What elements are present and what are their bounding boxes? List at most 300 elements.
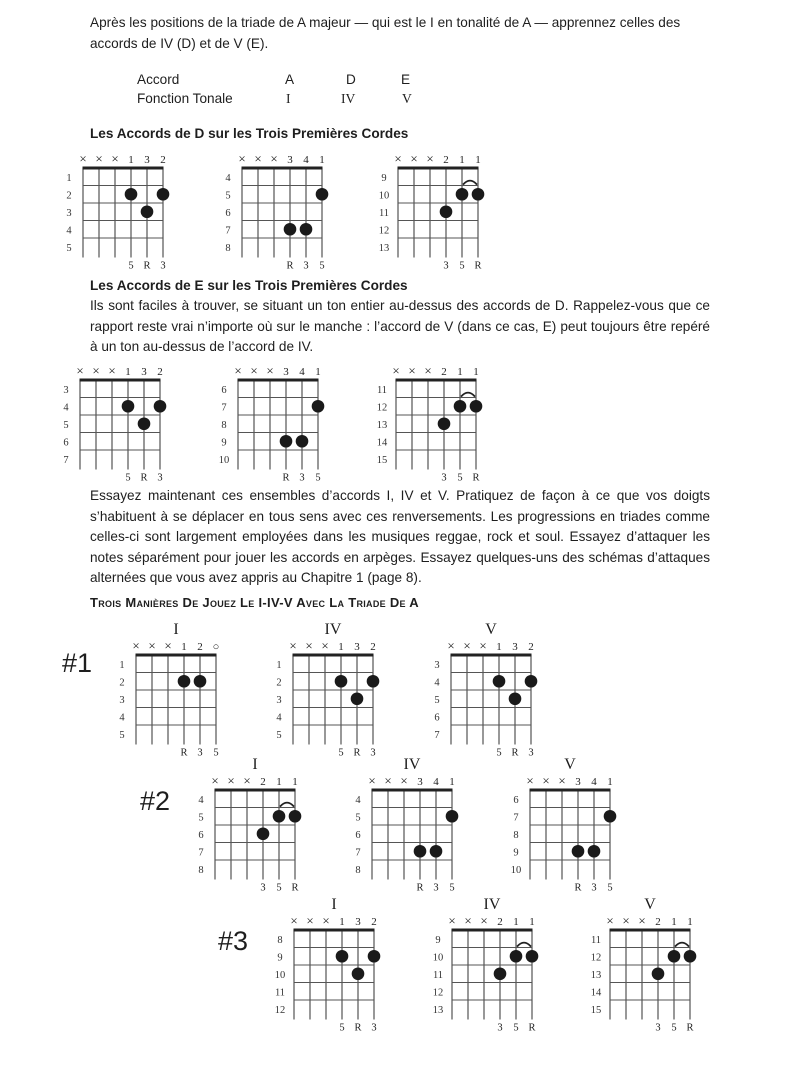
- fret-number: 13: [376, 419, 388, 431]
- string-marker: ○: [212, 641, 220, 653]
- string-marker: ×: [270, 151, 278, 166]
- barre-arc: [675, 943, 689, 947]
- finger-dot: [257, 827, 270, 840]
- finger-dot: [368, 950, 381, 963]
- interval-label: 5: [338, 747, 344, 759]
- string-marker: 2: [441, 366, 447, 378]
- fret-number: 4: [276, 712, 282, 724]
- string-marker: ×: [410, 151, 418, 166]
- interval-label: 3: [197, 747, 203, 759]
- fret-number: 5: [63, 419, 69, 431]
- interval-label: R: [511, 747, 519, 759]
- fret-number: 9: [221, 437, 227, 449]
- table-cell: V: [402, 91, 412, 106]
- finger-dot: [300, 223, 313, 236]
- interval-label: 3: [371, 1022, 377, 1034]
- interval-label: 5: [671, 1022, 677, 1034]
- string-marker: 1: [671, 916, 677, 928]
- chord-title: IV: [324, 621, 342, 638]
- fret-number: 7: [225, 225, 231, 237]
- finger-dot: [509, 692, 522, 705]
- interval-label: R: [472, 472, 480, 484]
- interval-label: 3: [160, 260, 166, 272]
- fret-number: 1: [66, 172, 72, 184]
- interval-label: 5: [315, 472, 321, 484]
- interval-label: R: [574, 882, 582, 894]
- interval-label: 5: [459, 260, 465, 272]
- string-marker: 1: [125, 366, 131, 378]
- string-marker: 3: [354, 641, 360, 653]
- section-heading-d: Les Accords de D sur les Trois Premières Cordes: [90, 126, 409, 141]
- finger-dot: [316, 188, 329, 201]
- barre-arc: [517, 943, 531, 947]
- finger-dot: [588, 845, 601, 858]
- practice-paragraph: Essayez maintenant ces ensembles d’accords I, IV et V. Pratiquez de façon à ce que vos doigts s’habituent à se déplacer en tous sens avec ces renversements. Les progressions en triades comme celles-ci sont largement employées dans les musiques reggae, rock et soul. Essayez d’attaquer les notes séparément pour jouer les accords en arpèges. Essayez quelques-uns des schémas d’attaques alternées que vous avez appris au Chapitre 1 (page 8).: [90, 488, 710, 585]
- finger-dot: [351, 692, 364, 705]
- fret-number: 8: [355, 864, 361, 876]
- string-marker: ×: [392, 363, 400, 378]
- fret-number: 7: [513, 812, 519, 824]
- string-marker: 2: [160, 154, 166, 166]
- string-marker: ×: [132, 638, 140, 653]
- string-marker: 3: [287, 154, 293, 166]
- finger-dot: [470, 400, 483, 413]
- fret-number: 4: [66, 225, 72, 237]
- string-marker: ×: [321, 638, 329, 653]
- barre-arc: [463, 181, 477, 185]
- string-marker: 4: [433, 776, 439, 788]
- interval-label: R: [143, 260, 151, 272]
- interval-label: 5: [513, 1022, 519, 1034]
- fret-number: 13: [378, 242, 390, 254]
- fret-number: 4: [119, 712, 125, 724]
- interval-label: R: [353, 747, 361, 759]
- string-marker: ×: [368, 773, 376, 788]
- finger-dot: [604, 810, 617, 823]
- chord-diagram: [212, 144, 342, 284]
- fret-number: 8: [198, 864, 204, 876]
- fret-number: 8: [221, 419, 227, 431]
- fret-number: 8: [277, 934, 283, 946]
- string-marker: 1: [181, 641, 187, 653]
- section-e-paragraph: Ils sont faciles à trouver, se situant un ton entier au-dessus des accords de D. Rappelez-vous que ce rapport reste vrai n’importe où sur le manche : l’accord de V (dans ce cas, E) peut toujours être repéré à un ton au-dessus de l’accord de IV.: [90, 298, 710, 354]
- way-label-2: #2: [140, 786, 171, 816]
- chord-diagram: [264, 906, 394, 1046]
- fret-number: 9: [277, 952, 283, 964]
- fret-number: 10: [432, 952, 444, 964]
- fret-number: 1: [276, 659, 282, 671]
- string-marker: 1: [475, 154, 481, 166]
- fret-number: 10: [218, 454, 230, 466]
- string-marker: 1: [496, 641, 502, 653]
- fret-number: 5: [434, 694, 440, 706]
- chord-diagram: [580, 906, 710, 1046]
- table-row-label: Accord: [137, 72, 180, 87]
- fret-number: 11: [378, 207, 390, 219]
- finger-dot: [414, 845, 427, 858]
- interval-label: R: [474, 260, 482, 272]
- string-marker: 1: [292, 776, 298, 788]
- string-marker: 2: [157, 366, 163, 378]
- finger-dot: [178, 675, 191, 688]
- string-marker: 1: [449, 776, 455, 788]
- string-marker: 4: [591, 776, 597, 788]
- interval-label: 5: [449, 882, 455, 894]
- interval-label: R: [528, 1022, 536, 1034]
- string-marker: 1: [687, 916, 693, 928]
- string-marker: 2: [497, 916, 503, 928]
- string-marker: ×: [606, 913, 614, 928]
- interval-label: 3: [260, 882, 266, 894]
- chord-title: IV: [483, 896, 501, 913]
- string-marker: ×: [111, 151, 119, 166]
- finger-dot: [296, 435, 309, 448]
- interval-label: 3: [528, 747, 534, 759]
- finger-dot: [668, 950, 681, 963]
- string-marker: 1: [513, 916, 519, 928]
- string-marker: ×: [447, 638, 455, 653]
- fret-number: 2: [119, 677, 125, 689]
- string-marker: 3: [141, 366, 147, 378]
- interval-label: 5: [128, 260, 134, 272]
- fret-number: 10: [274, 969, 286, 981]
- table-row-label: Fonction Tonale: [137, 91, 233, 106]
- string-marker: 3: [355, 916, 361, 928]
- chord-diagram: [263, 631, 393, 771]
- fret-number: 6: [355, 829, 361, 841]
- chord-title: V: [564, 756, 576, 773]
- string-marker: ×: [289, 638, 297, 653]
- finger-dot: [138, 417, 151, 430]
- string-marker: ×: [238, 151, 246, 166]
- finger-dot: [289, 810, 302, 823]
- interval-label: 5: [319, 260, 325, 272]
- finger-dot: [312, 400, 325, 413]
- interval-label: 5: [496, 747, 502, 759]
- finger-dot: [352, 967, 365, 980]
- chord-diagram: [368, 144, 498, 284]
- interval-label: 3: [157, 472, 163, 484]
- fret-number: 3: [63, 384, 69, 396]
- finger-dot: [141, 205, 154, 218]
- fret-number: 6: [513, 794, 519, 806]
- finger-dot: [572, 845, 585, 858]
- fret-number: 8: [513, 829, 519, 841]
- string-marker: ×: [558, 773, 566, 788]
- fret-number: 5: [198, 812, 204, 824]
- interval-label: R: [282, 472, 290, 484]
- string-marker: ×: [79, 151, 87, 166]
- finger-dot: [526, 950, 539, 963]
- string-marker: ×: [266, 363, 274, 378]
- finger-dot: [472, 188, 485, 201]
- chord-diagram: [208, 356, 338, 496]
- fret-number: 8: [225, 242, 231, 254]
- string-marker: ×: [92, 363, 100, 378]
- chord-diagram: [106, 631, 236, 771]
- fret-number: 3: [66, 207, 72, 219]
- interval-label: R: [140, 472, 148, 484]
- string-marker: ×: [638, 913, 646, 928]
- interval-label: 3: [441, 472, 447, 484]
- string-marker: 3: [417, 776, 423, 788]
- string-marker: ×: [322, 913, 330, 928]
- string-marker: ×: [448, 913, 456, 928]
- interval-label: 5: [457, 472, 463, 484]
- fret-number: 4: [355, 794, 361, 806]
- chord-title: V: [485, 621, 497, 638]
- finger-dot: [684, 950, 697, 963]
- string-marker: ×: [148, 638, 156, 653]
- interval-label: 3: [443, 260, 449, 272]
- fret-number: 11: [376, 384, 388, 396]
- finger-dot: [494, 967, 507, 980]
- fret-number: 4: [63, 402, 69, 414]
- fret-number: 3: [276, 694, 282, 706]
- barre-arc: [280, 803, 294, 807]
- string-marker: 1: [315, 366, 321, 378]
- interval-label: R: [354, 1022, 362, 1034]
- fret-number: 12: [590, 952, 602, 964]
- string-marker: 1: [339, 916, 345, 928]
- fret-number: 4: [225, 172, 231, 184]
- interval-label: 3: [433, 882, 439, 894]
- finger-dot: [652, 967, 665, 980]
- fret-number: 7: [355, 847, 361, 859]
- string-marker: ×: [480, 913, 488, 928]
- string-marker: ×: [394, 151, 402, 166]
- string-marker: 1: [473, 366, 479, 378]
- section-heading-e: Les Accords de E sur les Trois Premières Cordes: [90, 278, 408, 293]
- fret-number: 5: [225, 190, 231, 202]
- string-marker: ×: [305, 638, 313, 653]
- string-marker: ×: [227, 773, 235, 788]
- string-marker: 2: [655, 916, 661, 928]
- string-marker: ×: [424, 363, 432, 378]
- string-marker: ×: [250, 363, 258, 378]
- interval-label: 3: [655, 1022, 661, 1034]
- finger-dot: [125, 188, 138, 201]
- fret-number: 6: [221, 384, 227, 396]
- string-marker: 2: [260, 776, 266, 788]
- string-marker: 3: [144, 154, 150, 166]
- interval-label: 3: [591, 882, 597, 894]
- string-marker: 3: [575, 776, 581, 788]
- chord-diagram: [422, 906, 552, 1046]
- string-marker: 2: [443, 154, 449, 166]
- string-marker: 2: [370, 641, 376, 653]
- fret-number: 9: [513, 847, 519, 859]
- finger-dot: [510, 950, 523, 963]
- string-marker: 1: [128, 154, 134, 166]
- way-label-3: #3: [218, 926, 249, 956]
- table-cell: E: [401, 72, 411, 87]
- interval-label: R: [686, 1022, 694, 1034]
- string-marker: 1: [338, 641, 344, 653]
- table-cell: IV: [341, 91, 356, 106]
- chord-diagram: [500, 766, 630, 906]
- finger-dot: [157, 188, 170, 201]
- string-marker: ×: [464, 913, 472, 928]
- fret-number: 5: [276, 729, 282, 741]
- finger-dot: [440, 205, 453, 218]
- finger-dot: [493, 675, 506, 688]
- finger-dot: [454, 400, 467, 413]
- string-marker: ×: [384, 773, 392, 788]
- fret-number: 7: [63, 454, 69, 466]
- string-marker: 3: [283, 366, 289, 378]
- chord-diagram: [366, 356, 496, 496]
- interval-label: R: [291, 882, 299, 894]
- fret-number: 3: [434, 659, 440, 671]
- string-marker: ×: [306, 913, 314, 928]
- string-marker: 2: [528, 641, 534, 653]
- string-marker: 4: [299, 366, 305, 378]
- string-marker: ×: [95, 151, 103, 166]
- string-marker: ×: [542, 773, 550, 788]
- fret-number: 7: [198, 847, 204, 859]
- interval-label: 3: [299, 472, 305, 484]
- string-marker: 1: [276, 776, 282, 788]
- interval-label: R: [180, 747, 188, 759]
- fret-number: 1: [119, 659, 125, 671]
- string-marker: ×: [211, 773, 219, 788]
- finger-dot: [525, 675, 538, 688]
- fret-number: 15: [590, 1004, 602, 1016]
- barre-arc: [461, 393, 475, 397]
- string-marker: ×: [243, 773, 251, 788]
- section-heading-ways: Trois Manières De Jouez Le I-IV-V Avec La Triade De A: [90, 595, 419, 610]
- fret-number: 5: [119, 729, 125, 741]
- way-label-1: #1: [62, 648, 93, 678]
- fret-number: 14: [376, 437, 388, 449]
- interval-label: 5: [276, 882, 282, 894]
- finger-dot: [438, 417, 451, 430]
- interval-label: 5: [213, 747, 219, 759]
- string-marker: ×: [426, 151, 434, 166]
- table-cell: A: [285, 72, 295, 87]
- finger-dot: [273, 810, 286, 823]
- string-marker: 1: [529, 916, 535, 928]
- interval-label: 5: [125, 472, 131, 484]
- string-marker: ×: [526, 773, 534, 788]
- fret-number: 9: [435, 934, 441, 946]
- string-marker: ×: [164, 638, 172, 653]
- fret-number: 6: [198, 829, 204, 841]
- finger-dot: [154, 400, 167, 413]
- fret-number: 11: [590, 934, 602, 946]
- string-marker: 1: [319, 154, 325, 166]
- string-marker: 1: [459, 154, 465, 166]
- finger-dot: [335, 675, 348, 688]
- string-marker: 3: [512, 641, 518, 653]
- chord-title: IV: [403, 756, 421, 773]
- table-cell: I: [286, 91, 291, 106]
- interval-label: 3: [303, 260, 309, 272]
- fret-number: 11: [274, 987, 286, 999]
- fret-number: 2: [66, 190, 72, 202]
- chord-diagram: [421, 631, 551, 771]
- string-marker: 2: [197, 641, 203, 653]
- intro-paragraph: Après les positions de la triade de A majeur — qui est le I en tonalité de A — apprennez celles des accords de IV (D) et de V (E).: [90, 15, 681, 51]
- finger-dot: [456, 188, 469, 201]
- fret-number: 4: [198, 794, 204, 806]
- table-cell: D: [346, 72, 356, 87]
- fret-number: 11: [432, 969, 444, 981]
- chord-title: I: [331, 896, 337, 913]
- fret-number: 12: [376, 402, 388, 414]
- string-marker: ×: [254, 151, 262, 166]
- string-marker: ×: [622, 913, 630, 928]
- string-marker: ×: [408, 363, 416, 378]
- finger-dot: [446, 810, 459, 823]
- finger-dot: [122, 400, 135, 413]
- fret-number: 6: [225, 207, 231, 219]
- fret-number: 7: [221, 402, 227, 414]
- finger-dot: [430, 845, 443, 858]
- interval-label: 3: [370, 747, 376, 759]
- fret-number: 12: [432, 987, 444, 999]
- chord-diagram: [50, 356, 180, 496]
- fret-number: 4: [434, 677, 440, 689]
- string-marker: 1: [457, 366, 463, 378]
- fret-number: 15: [376, 454, 388, 466]
- interval-label: R: [416, 882, 424, 894]
- interval-label: 3: [497, 1022, 503, 1034]
- chord-title: I: [252, 756, 258, 773]
- finger-dot: [284, 223, 297, 236]
- finger-dot: [367, 675, 380, 688]
- string-marker: ×: [108, 363, 116, 378]
- fret-number: 14: [590, 987, 602, 999]
- fret-number: 12: [378, 225, 390, 237]
- interval-label: 5: [607, 882, 613, 894]
- string-marker: ×: [234, 363, 242, 378]
- fret-number: 6: [434, 712, 440, 724]
- finger-dot: [280, 435, 293, 448]
- finger-dot: [194, 675, 207, 688]
- chord-diagram: [185, 766, 315, 906]
- string-marker: ×: [479, 638, 487, 653]
- string-marker: 2: [371, 916, 377, 928]
- fret-number: 10: [378, 190, 390, 202]
- chord-title: I: [173, 621, 179, 638]
- fret-number: 7: [434, 729, 440, 741]
- finger-dot: [336, 950, 349, 963]
- chord-diagram: [342, 766, 472, 906]
- fret-number: 9: [381, 172, 387, 184]
- string-marker: 4: [303, 154, 309, 166]
- chord-diagram: [53, 144, 183, 284]
- string-marker: ×: [76, 363, 84, 378]
- string-marker: ×: [400, 773, 408, 788]
- fret-number: 10: [510, 864, 522, 876]
- fret-number: 6: [63, 437, 69, 449]
- fret-number: 5: [355, 812, 361, 824]
- string-marker: ×: [463, 638, 471, 653]
- interval-label: R: [286, 260, 294, 272]
- string-marker: 1: [607, 776, 613, 788]
- fret-number: 13: [432, 1004, 444, 1016]
- fret-number: 13: [590, 969, 602, 981]
- fret-number: 3: [119, 694, 125, 706]
- interval-label: 5: [339, 1022, 345, 1034]
- fret-number: 12: [274, 1004, 286, 1016]
- chord-title: V: [644, 896, 656, 913]
- fret-number: 2: [276, 677, 282, 689]
- string-marker: ×: [290, 913, 298, 928]
- fret-number: 5: [66, 242, 72, 254]
